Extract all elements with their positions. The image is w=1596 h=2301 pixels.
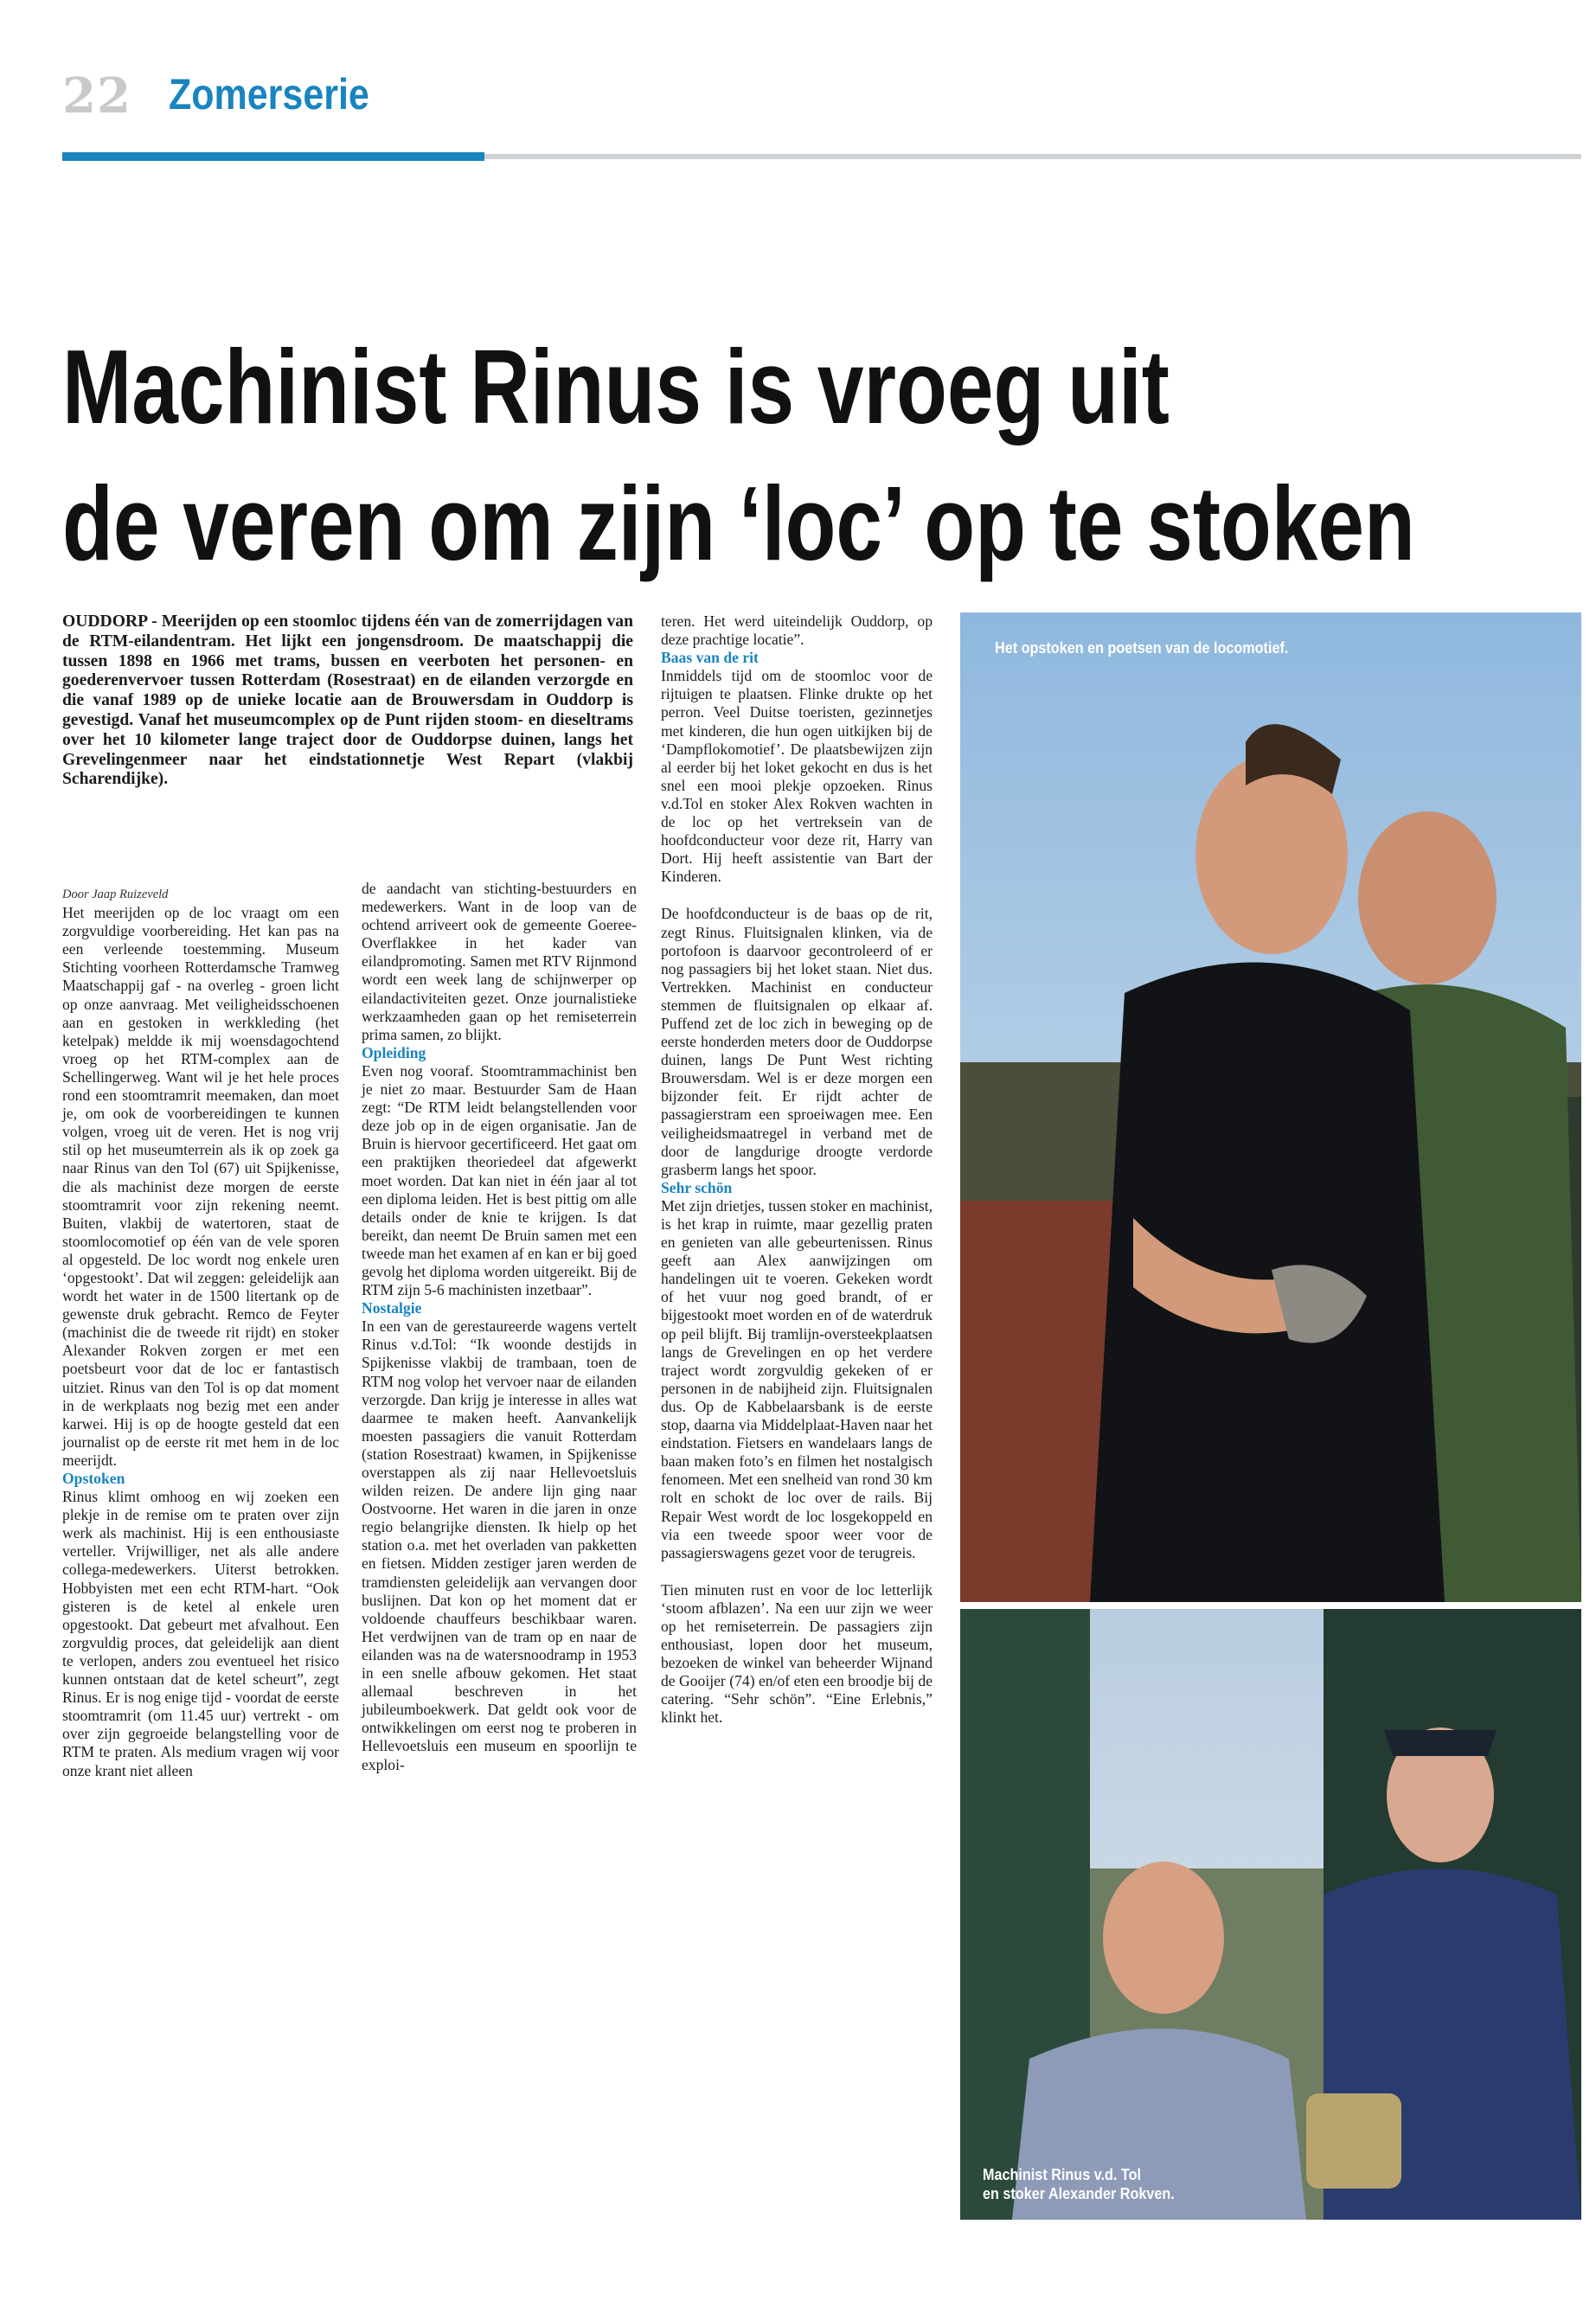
body-paragraph: De hoofdconducteur is de baas op de rit, zegt Rinus. Fluitsignalen klinken, via de portofoon is daarvoor gecontroleerd of er nog passagiers bij het loket staan. Niet dus. Vertrekken. Machinist en conducteur stemmen de fluitsignalen op elkaar af. Puffend zet de loc zich in beweging op de eerste honderden meters door de Ouddorpse duinen, langs De Punt West richting Brouwersdam. Wel is er deze morgen een bijzonder feit. Er rijdt achter de passagierstram een sproeiwagen mee. Een veiligheidsmaatregel in verband met de door de langdurige droogte verdorde grasberm langs het spoor. xyxy=(661,905,933,1178)
photo-locomotive-polishing xyxy=(960,612,1581,1602)
body-paragraph: Inmiddels tijd om de stoomloc voor de rijtuigen te plaatsen. Flinke drukte op het perron. Veel Duitse toeristen, gezinnetjes met kinderen, die hun ogen uitkijken bij de ‘Dampflokomotief’. De plaatsbewijzen zijn al eerder bij het loket gekocht en dus is het snel een mooi plekje opzoeken. Rinus v.d.Tol en stoker Alex Rokven wachten in de loc op het vertreksein van de hoofdconducteur voor deze rit, Harry van Dort. Hij heeft assistentie van Bart der Kinderen. xyxy=(661,667,933,886)
headline-line-1: Machinist Rinus is vroeg uit xyxy=(62,328,1170,445)
subheading-baas-van-de-rit: Baas van de rit xyxy=(661,649,759,667)
header-rule-accent xyxy=(62,152,484,161)
body-paragraph: Tien minuten rust en voor de loc letterlijk ‘stoom afblazen’. Na een uur zijn we weer op het remiseterrein. De passagiers zijn enthousiast, lopen door het museum, bezoeken de winkel van beheerder Wijnand de Gooijer (74) en/of eten een broodje bij de catering. “Sehr schön”. “Eine Erlebnis,” klinkt het. xyxy=(661,1580,933,1727)
photo-caption-bottom-line-1: Machinist Rinus v.d. Tol xyxy=(983,2166,1142,2183)
body-paragraph: Met zijn drietjes, tussen stoker en machinist, is het krap in ruimte, maar gezellig praten en genieten van alle gebeurtenissen. Rinus geeft aan Alex aanwijzingen om handelingen uit te voeren. Gekeken wordt of het vuur nog goed brandt, of er bijgestookt moet worden en of de waterdruk op peil blijft. Bij tramlijn-oversteekplaatsen langs de Grevelingen en op het verdere traject wordt zorgvuldig gekeken of er personen in de nabijheid zijn. Fluitsignalen dus. Op de Kabbelaarsbank is de eerste stop, daarna via Middelplaat-Haven naar het eindstation. Fietsers en wandelaars langs de baan maken foto’s en filmen het nostalgisch fenomeen. Met een snelheid van rond 30 km rolt en schokt de loc over de rails. Bij Repair West wordt de loc losgekoppeld en via een tweede spoor weer voor de passagierswagens gezet voor de terugreis. xyxy=(661,1196,933,1561)
page-number: 22 xyxy=(62,67,131,125)
headline xyxy=(62,318,1415,592)
article-column-1 xyxy=(62,886,339,1780)
section-label: Zomerserie xyxy=(169,70,369,119)
intro-paragraph: OUDDORP - Meerijden op een stoomloc tijdens één van de zomerrijdagen van de RTM-eilandentram. Het lijkt een jongensdroom. De maatschappij die tussen 1898 en 1966 met trams, bussen en veerboten het personen- en goederenvervoer tussen Rotterdam (Rosestraat) en de eilanden verzorgde en die vanaf 1989 op de unieke locatie aan de Brouwersdam in Ouddorp is gevestigd. Vanaf het museumcomplex op de Punt rijden stoom- en dieseltrams over het 10 kilometer lange traject door de Ouddorpse duinen, langs het Grevelingenmeer naar het eindstationnetje West Repart (vlakbij Scharendijke). xyxy=(62,612,633,789)
body-paragraph: Even nog vooraf. Stoomtrammachinist ben je niet zo maar. Bestuurder Sam de Haan zegt: “De RTM leidt belangstellenden voor deze job op in de eigen organisatie. Jan de Bruin is hiervoor gecertificeerd. Het gaat om een praktijken theoriedeel dat afgewerkt moet worden. Dat kan niet in één jaar al tot een diploma leiden. Het is best pittig om alle details onder de knie te krijgen. Is dat bereikt, dan neemt De Bruin samen met een tweede man het examen af en kan er bij goed gevolg het diploma worden uitgereikt. Bij de RTM zijn 5-6 machinisten inzetbaar”. xyxy=(362,1061,638,1299)
subheading-nostalgie: Nostalgie xyxy=(362,1299,422,1317)
subheading-opstoken: Opstoken xyxy=(62,1470,125,1487)
headline-line-2: de veren om zijn ‘loc’ op te stoken xyxy=(62,465,1415,582)
header-rule xyxy=(484,154,1581,159)
photo-machinist-and-stoker xyxy=(960,1609,1581,2220)
byline: Door Jaap Ruizeveld xyxy=(62,888,169,901)
subheading-sehr-schon: Sehr schön xyxy=(661,1178,733,1196)
photo-caption-bottom-line-2: en stoker Alexander Rokven. xyxy=(983,2185,1175,2202)
article-column-2 xyxy=(362,880,637,1774)
article-column-3 xyxy=(661,612,933,1727)
photo-caption-bottom xyxy=(983,2165,1175,2203)
body-paragraph: teren. Het werd uiteindelijk Ouddorp, op deze prachtige locatie”. xyxy=(661,612,933,649)
body-paragraph: Het meerijden op de loc vraagt om een zorgvuldige voorbereiding. Het kan pas na een verleende toestemming. Museum Stichting voorheen Rotterdamsche Tramweg Maatschappij gaf - na overleg - groen licht op onze aanvraag. Met veiligheidsschoenen aan en gestoken in werkkleding (het ketelpak) meldde ik mij woensdagochtend vroeg op het RTM-complex aan de Schellingerweg. Want wil je het hele proces rond een stoomtramrit meemaken, dan moet je, om ook de voorbereidingen te kunnen volgen, vroeg uit de veren. Het is nog vrij stil op het museumterrein als ik op zoek ga naar Rinus van den Tol (67) uit Spijkenisse, die als machinist deze morgen de eerste stoomtramrit voor zijn rekening neemt. Buiten, vlakbij de watertoren, staat de stoomlocomotief op één van de vele sporen al opgesteld. De loc wordt nog enkele uren ‘opgestookt’. Dat wil zeggen: geleidelijk aan wordt het water in de 1500 litertank op de gewenste druk gebracht. Remco de Feyter (machinist die de tweede rit rijdt) en stoker Alexander Rokven zorgen er met een poetsbeurt voor dat de loc er fantastisch uitziet. Rinus van den Tol is op dat moment in de werkplaats nog bezig met een ander karwei. Hij is op de hoogte gesteld dat een journalist op de eerste rit met hem in de loc meerijdt. xyxy=(62,904,339,1469)
photo-caption-top: Het opstoken en poetsen van de locomotief. xyxy=(995,639,1289,657)
subheading-opleiding: Opleiding xyxy=(362,1043,426,1061)
body-paragraph: de aandacht van stichting-bestuurders en medewerkers. Want in de loop van de ochtend arriveert ook de gemeente Goeree-Overflakkee in het kader van eilandpromoting. Samen met RTV Rijnmond wordt een week lang de schijnwerper op eilandactiviteiten gezet. Onze journalistieke werkzaamheden gaan op het remiseterrein prima samen, zo blijkt. xyxy=(362,880,637,1043)
body-paragraph: In een van de gerestaureerde wagens vertelt Rinus v.d.Tol: “Ik woonde destijds in Spijkenisse vlakbij de trambaan, toen de RTM nog volop het vervoer naar de eilanden verzorgde. Dan krijg je interesse in alles wat daarmee te maken heeft. Aanvankelijk moesten passagiers die vanuit Rotterdam (station Rosestraat) kwamen, in Spijkenisse overstappen als zij naar Hellevoetsluis wilden reizen. De andere lijn ging naar Oostvoorne. Het waren in die jaren in onze regio belangrijke diensten. Ik hielp op het station o.a. met het overladen van pakketten en fietsen. Midden zestiger jaren werden de tramdiensten geleidelijk aan vervangen door buslijnen. Dat kon op het moment dat er voldoende chauffeurs beschikbaar waren. Het verdwijnen van de tram op en naar de eilanden was na de watersnoodramp in 1953 in een snelle afbouw gekomen. Het staat allemaal beschreven in het jubileumboekwerk. Dat geldt ook voor de ontwikkelingen om eerst nog te proberen in Hellevoetsluis een museum en spoorlijn te exploi- xyxy=(362,1317,637,1773)
body-paragraph: Rinus klimt omhoog en wij zoeken een plekje in de remise om te praten over zijn werk als machinist. Hij is een enthousiaste verteller. Vrijwilliger, net als alle andere collega-medewerkers. Uiterst betrokken. Hobbyisten met een echt RTM-hart. “Ook gisteren is de ketel al enkele uren opgestookt. Dat gebeurt met afvalhout. Een zorgvuldig proces, dat geleidelijk aan dient te verlopen, anders zou eventueel het risico kunnen ontstaan dat de ketel scheurt”, zegt Rinus. Er is nog enige tijd - voordat de eerste stoomtramrit (om 11.45 uur) vertrekt - om over zijn gegroeide belangstelling voor de RTM te praten. Als medium vragen wij voor onze krant niet alleen xyxy=(62,1488,339,1779)
